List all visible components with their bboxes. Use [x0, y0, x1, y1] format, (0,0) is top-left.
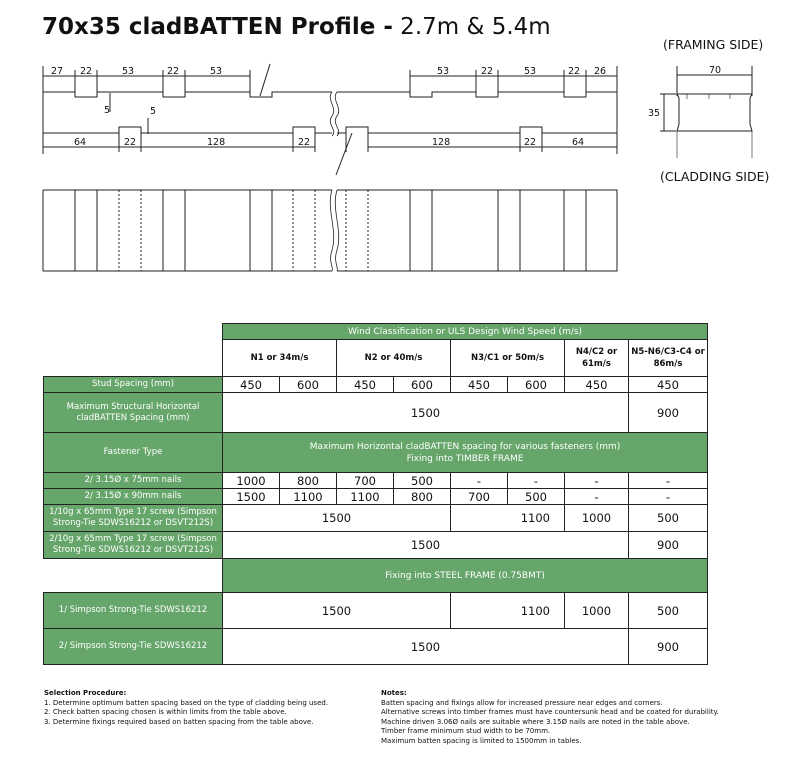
framing-side-label: (FRAMING SIDE): [663, 37, 764, 52]
dim-top-l1: 27: [51, 66, 64, 77]
bottom-dimensions: [43, 128, 617, 152]
dim-bot-l3: 128: [207, 137, 226, 148]
steel1-row: [44, 593, 708, 629]
wind-header-row: [44, 324, 708, 340]
screw1-b: 1100: [451, 505, 565, 532]
screw1-d: 500: [629, 505, 708, 532]
nails90-value: 800: [394, 489, 451, 505]
dim-top-l4: 22: [167, 66, 180, 77]
section-width: 70: [709, 65, 722, 76]
wind-header: Wind Classification or ULS Design Wind Speed (m/s): [223, 324, 708, 340]
notes-line: Maximum batten spacing is limited to 1500mm in tables.: [381, 736, 582, 745]
stud-value: 450: [629, 377, 708, 393]
nails90-value: 1100: [280, 489, 337, 505]
steel2-row: [44, 629, 708, 665]
dim-bot-l2: 22: [124, 137, 137, 148]
timber-header-row: [44, 433, 708, 473]
timber-header: [223, 433, 708, 473]
cladding-side-label: (CLADDING SIDE): [660, 169, 770, 184]
dim-top-l2: 22: [80, 66, 93, 77]
steel1-label: 1/ Simpson Strong-Tie SDWS16212: [44, 593, 223, 629]
stud-value: 600: [508, 377, 565, 393]
screw1-a: 1500: [223, 505, 451, 532]
dim-top-r3: 53: [524, 66, 537, 77]
notes-line: Timber frame minimum stud width to be 70mm.: [381, 727, 551, 735]
nails75-value: -: [629, 473, 708, 489]
title-bold: 70x35 cladBATTEN Profile -: [42, 14, 393, 40]
wind-class-n1: N1 or 34m/s: [223, 340, 337, 377]
dim-bot-r3: 64: [572, 137, 585, 148]
dim-bot-r2: 22: [524, 137, 537, 148]
steel1-a: 1500: [223, 593, 451, 629]
nails75-row: [44, 473, 708, 489]
batten-section-view: [648, 65, 752, 158]
screw2-label: 2/10g x 65mm Type 17 screw (Simpson Strong-Tie SDWS16212 or DSVT212S): [44, 532, 223, 559]
dim-top-l5: 53: [210, 66, 223, 77]
dim-bot-l1: 64: [74, 137, 87, 148]
notch-depth-bottom: 5: [150, 106, 157, 117]
nails75-value: 1000: [223, 473, 280, 489]
stud-value: 450: [337, 377, 394, 393]
nails75-value: 700: [337, 473, 394, 489]
steel-header-spacer: [44, 559, 223, 593]
stud-value: 600: [394, 377, 451, 393]
selection-line: 1. Determine optimum batten spacing based on the type of cladding being used.: [44, 698, 329, 707]
dim-bot-r1: 128: [432, 137, 451, 148]
dim-bot-l4: 22: [298, 137, 311, 148]
heading-spacer: [44, 324, 223, 377]
title-light: 2.7m & 5.4m: [392, 14, 551, 40]
nails90-label: 2/ 3.15Ø x 90mm nails: [44, 489, 223, 505]
steel-header-row: [44, 559, 708, 593]
stud-spacing-row: [44, 377, 708, 393]
wind-class-n2: N2 or 40m/s: [337, 340, 451, 377]
section-height: 35: [648, 108, 661, 119]
notes-title: Notes:: [381, 689, 407, 697]
batten-plan-view: [43, 190, 617, 271]
stud-value: 450: [565, 377, 629, 393]
wind-class-n3: N3/C1 or 50m/s: [451, 340, 565, 377]
nails75-label: 2/ 3.15Ø x 75mm nails: [44, 473, 223, 489]
notes-line: Alternative screws into timber frames must have countersunk head and be coated for durability.: [381, 708, 719, 716]
nails75-value: -: [508, 473, 565, 489]
steel-header: Fixing into STEEL FRAME (0.75BMT): [223, 559, 708, 593]
stud-value: 450: [223, 377, 280, 393]
steel2-label: 2/ Simpson Strong-Tie SDWS16212: [44, 629, 223, 665]
notes-line: Machine driven 3.06Ø nails are suitable where 3.15Ø nails are noted in the table above.: [381, 717, 690, 726]
fastener-type-label: Fastener Type: [44, 433, 223, 473]
screw2-row: [44, 532, 708, 559]
selection-title: Selection Procedure:: [44, 689, 127, 697]
wind-class-n5: N5-N6/C3-C4 or 86m/s: [629, 340, 708, 377]
steel1-d: 500: [629, 593, 708, 629]
screw2-b: 900: [629, 532, 708, 559]
selection-procedure: [44, 689, 328, 727]
notes-block: [381, 689, 719, 746]
wind-class-n4: N4/C2 or 61m/s: [565, 340, 629, 377]
nails75-value: -: [451, 473, 508, 489]
max-span-last: 900: [629, 393, 708, 433]
notch-depth-top: 5: [104, 105, 111, 116]
nails75-value: -: [565, 473, 629, 489]
nails90-value: 500: [508, 489, 565, 505]
screw2-a: 1500: [223, 532, 629, 559]
stud-value: 600: [280, 377, 337, 393]
dim-top-r2: 22: [481, 66, 494, 77]
nails90-value: 1500: [223, 489, 280, 505]
batten-profile-outline: [43, 64, 617, 175]
nails90-value: -: [565, 489, 629, 505]
screw1-label: 1/10g x 65mm Type 17 screw (Simpson Strong-Tie SDWS16212 or DSVT212S): [44, 505, 223, 532]
selection-line: 3. Determine fixings required based on batten spacing from the table above.: [44, 717, 314, 726]
steel2-b: 900: [629, 629, 708, 665]
max-span-main: 1500: [223, 393, 629, 433]
selection-line: 2. Check batten spacing chosen is within limits from the table above.: [44, 708, 287, 716]
max-span-label: Maximum Structural Horizontal cladBATTEN Spacing (mm): [44, 393, 223, 433]
nails75-value: 500: [394, 473, 451, 489]
steel1-b: 1100: [451, 593, 565, 629]
notes-line: Batten spacing and fixings allow for increased pressure near edges and corners.: [381, 698, 663, 707]
dim-top-l3: 53: [122, 66, 135, 77]
nails75-value: 800: [280, 473, 337, 489]
batten-profile-drawing: [0, 0, 790, 300]
steel1-c: 1000: [565, 593, 629, 629]
screw1-row: [44, 505, 708, 532]
timber-header-line2: Fixing into TIMBER FRAME: [406, 453, 524, 464]
screw1-c: 1000: [565, 505, 629, 532]
nails90-row: [44, 489, 708, 505]
nails90-value: 1100: [337, 489, 394, 505]
span-fixing-table: [43, 323, 708, 665]
nails90-value: -: [629, 489, 708, 505]
dim-top-r4: 22: [568, 66, 581, 77]
dim-top-r5: 26: [594, 66, 607, 77]
max-span-row: [44, 393, 708, 433]
steel2-a: 1500: [223, 629, 629, 665]
timber-header-line1: Maximum Horizontal cladBATTEN spacing for various fasteners (mm): [309, 441, 621, 452]
nails90-value: 700: [451, 489, 508, 505]
stud-value: 450: [451, 377, 508, 393]
dim-top-r1: 53: [437, 66, 450, 77]
stud-spacing-label: Stud Spacing (mm): [44, 377, 223, 393]
